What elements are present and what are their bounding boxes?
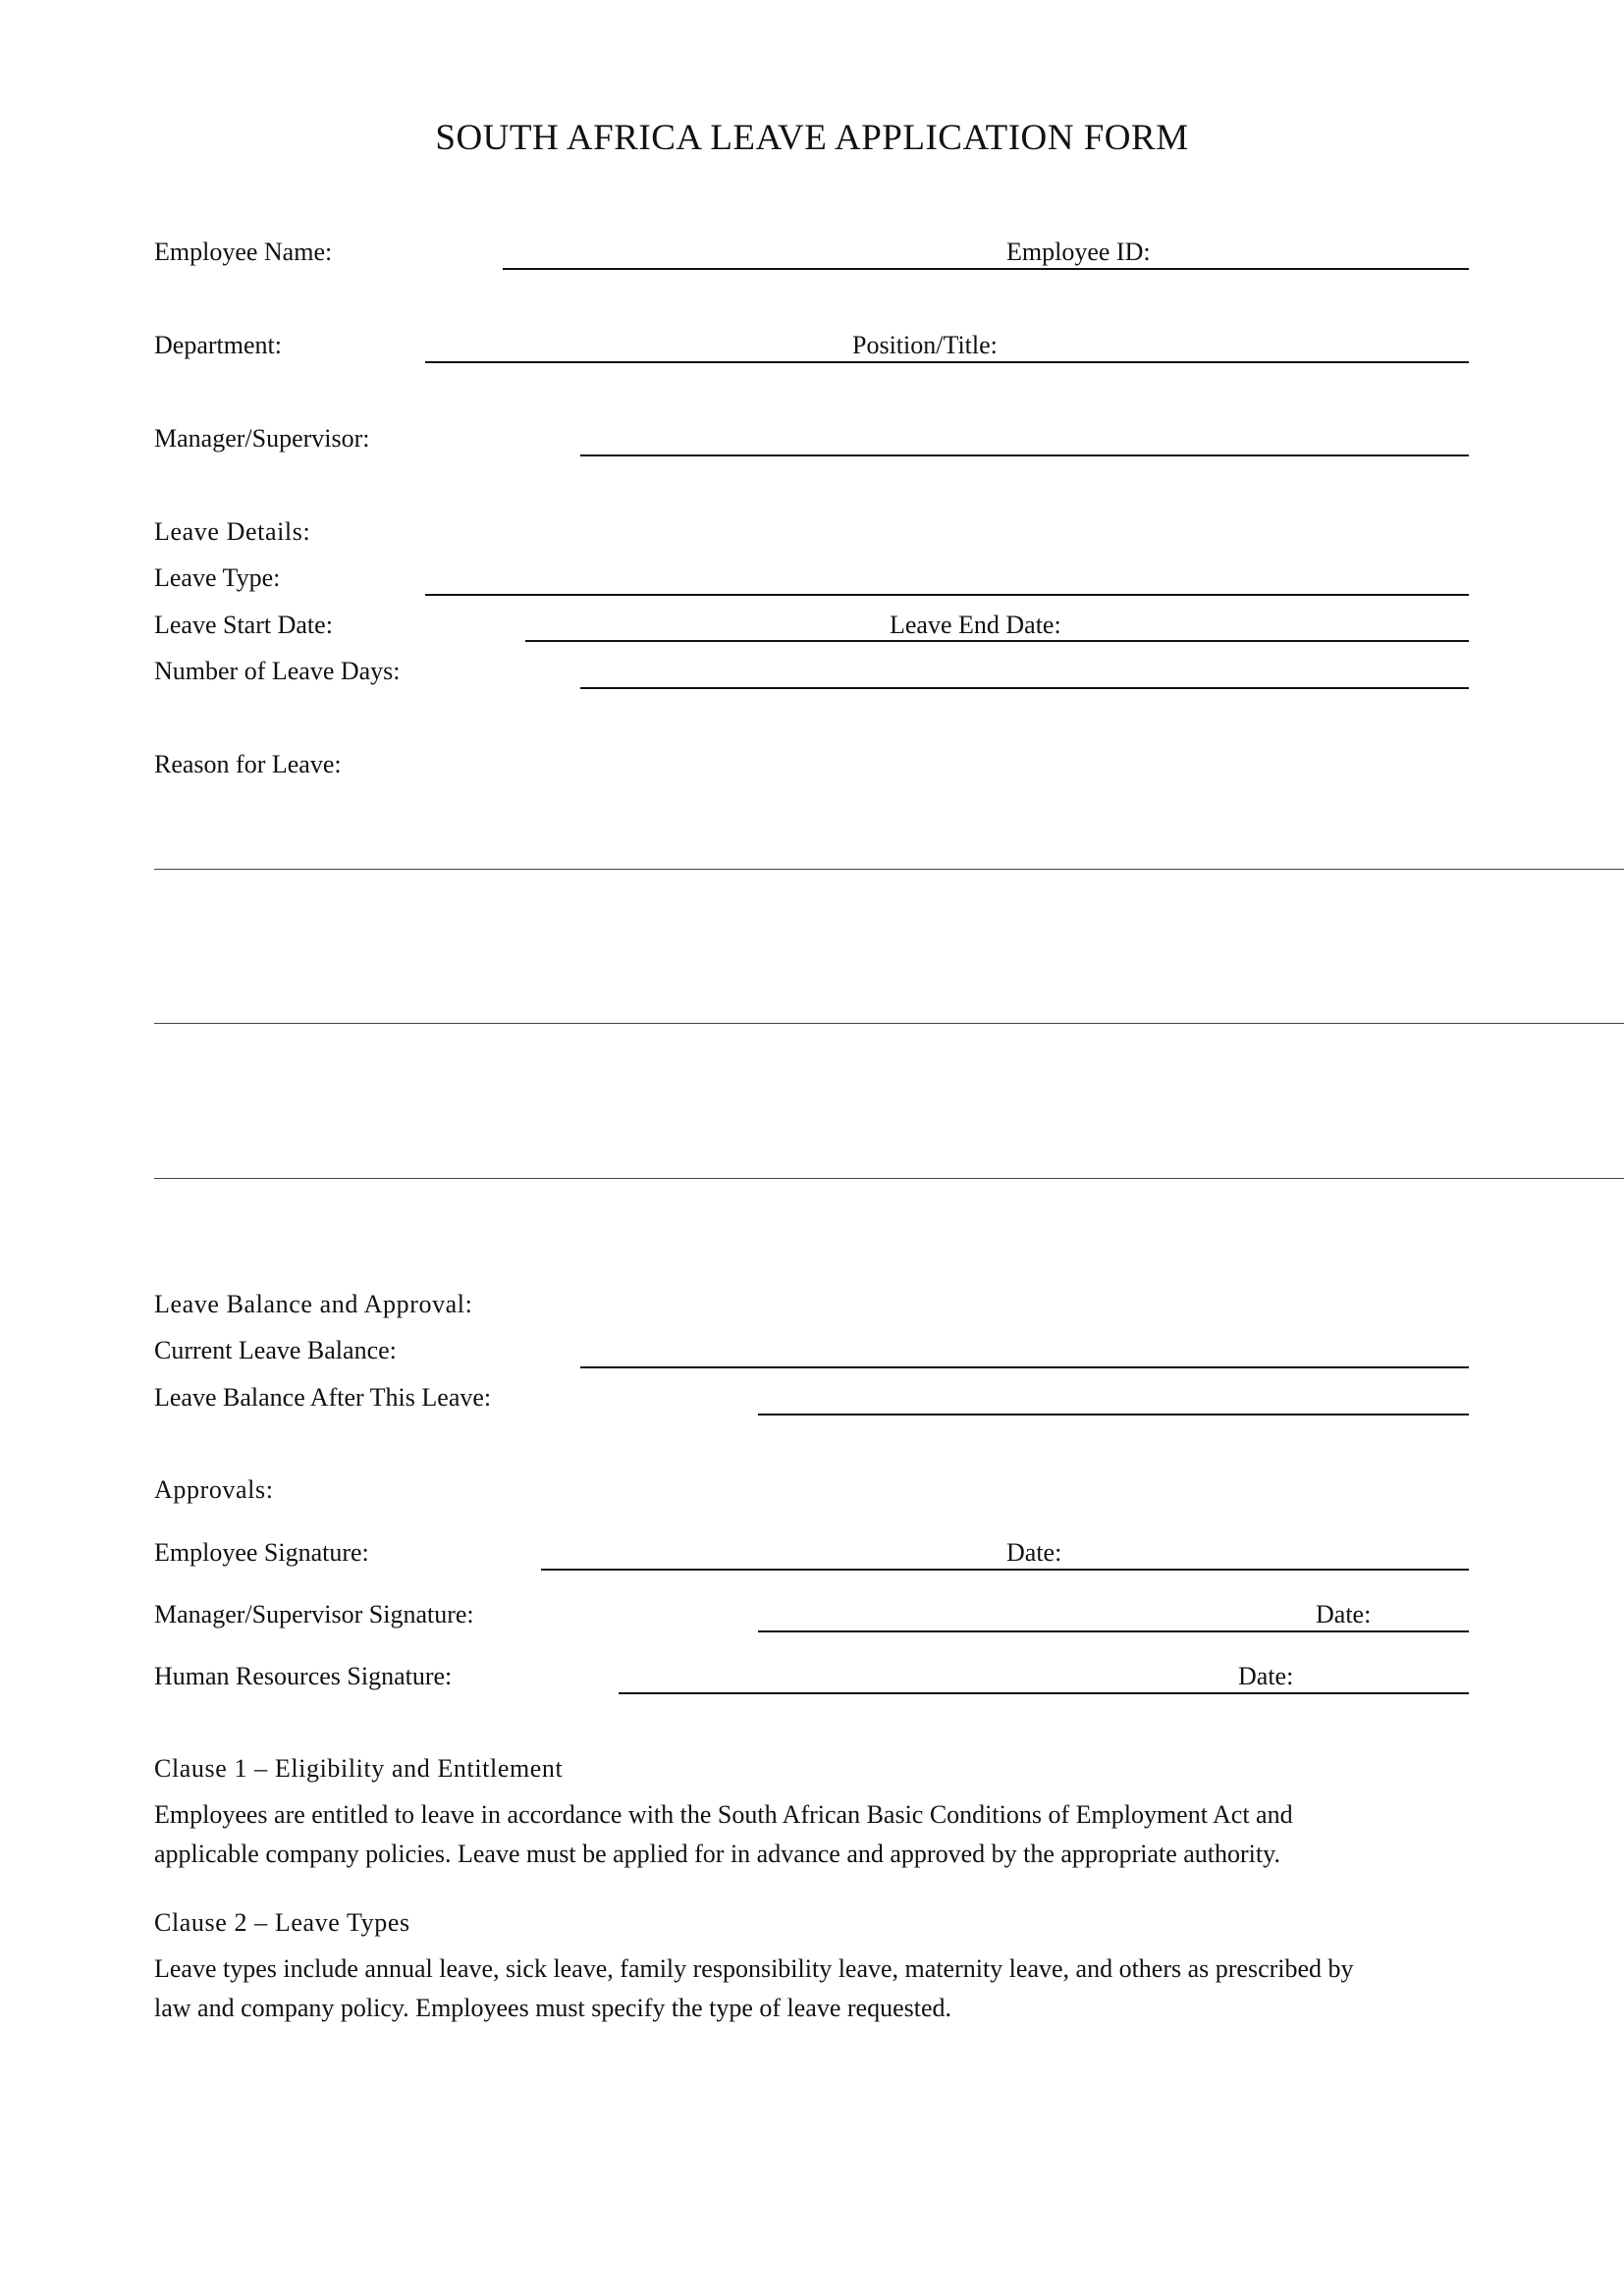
leave-start-date-field[interactable] — [525, 640, 1469, 642]
employee-signature-date-label: Date: — [1006, 1538, 1062, 1567]
clause-1-text-line-2: applicable company policies. Leave must be applied for in advance and approved by the appropriate authority. — [154, 1840, 1280, 1868]
clause-1-text-line-1: Employees are entitled to leave in accordance with the South African Basic Conditions of Employment Act and — [154, 1800, 1293, 1829]
employee-signature-label: Employee Signature: — [154, 1538, 369, 1567]
department-field[interactable] — [425, 361, 1469, 363]
manager-signature-label: Manager/Supervisor Signature: — [154, 1600, 474, 1629]
leave-balance-heading: Leave Balance and Approval: — [154, 1290, 473, 1318]
leave-start-date-label: Leave Start Date: — [154, 611, 333, 639]
hr-signature-label: Human Resources Signature: — [154, 1662, 453, 1690]
manager-signature-field[interactable] — [758, 1630, 1469, 1632]
leave-days-field[interactable] — [580, 687, 1469, 689]
leave-details-heading: Leave Details: — [154, 517, 311, 546]
hr-signature-date-label: Date: — [1238, 1662, 1294, 1690]
approvals-heading: Approvals: — [154, 1475, 274, 1504]
balance-after-leave-field[interactable] — [758, 1414, 1469, 1415]
form-title: SOUTH AFRICA LEAVE APPLICATION FORM — [435, 118, 1189, 158]
hr-signature-field[interactable] — [619, 1692, 1469, 1694]
position-title-label: Position/Title: — [852, 331, 998, 359]
department-label: Department: — [154, 331, 282, 359]
balance-after-leave-label: Leave Balance After This Leave: — [154, 1383, 492, 1412]
leave-type-label: Leave Type: — [154, 563, 281, 592]
reason-for-leave-label: Reason for Leave: — [154, 750, 342, 778]
reason-line-3[interactable] — [154, 1178, 1624, 1179]
leave-days-label: Number of Leave Days: — [154, 657, 401, 685]
reason-line-1[interactable] — [154, 869, 1624, 870]
leave-type-field[interactable] — [425, 594, 1469, 596]
clause-1-heading: Clause 1 – Eligibility and Entitlement — [154, 1754, 564, 1783]
clause-2-text-line-1: Leave types include annual leave, sick leave, family responsibility leave, maternity leave, and others as prescribed by — [154, 1954, 1354, 1983]
manager-supervisor-label: Manager/Supervisor: — [154, 424, 370, 453]
clause-2-heading: Clause 2 – Leave Types — [154, 1908, 410, 1937]
employee-name-field[interactable] — [503, 268, 1469, 270]
current-leave-balance-field[interactable] — [580, 1366, 1469, 1368]
manager-signature-date-label: Date: — [1316, 1600, 1372, 1629]
leave-end-date-label: Leave End Date: — [890, 611, 1061, 639]
clause-2-text-line-2: law and company policy. Employees must specify the type of leave requested. — [154, 1994, 952, 2022]
current-leave-balance-label: Current Leave Balance: — [154, 1336, 397, 1364]
employee-name-label: Employee Name: — [154, 238, 333, 266]
reason-line-2[interactable] — [154, 1023, 1624, 1024]
employee-signature-field[interactable] — [541, 1569, 1469, 1571]
employee-id-label: Employee ID: — [1006, 238, 1151, 266]
manager-supervisor-field[interactable] — [580, 454, 1469, 456]
